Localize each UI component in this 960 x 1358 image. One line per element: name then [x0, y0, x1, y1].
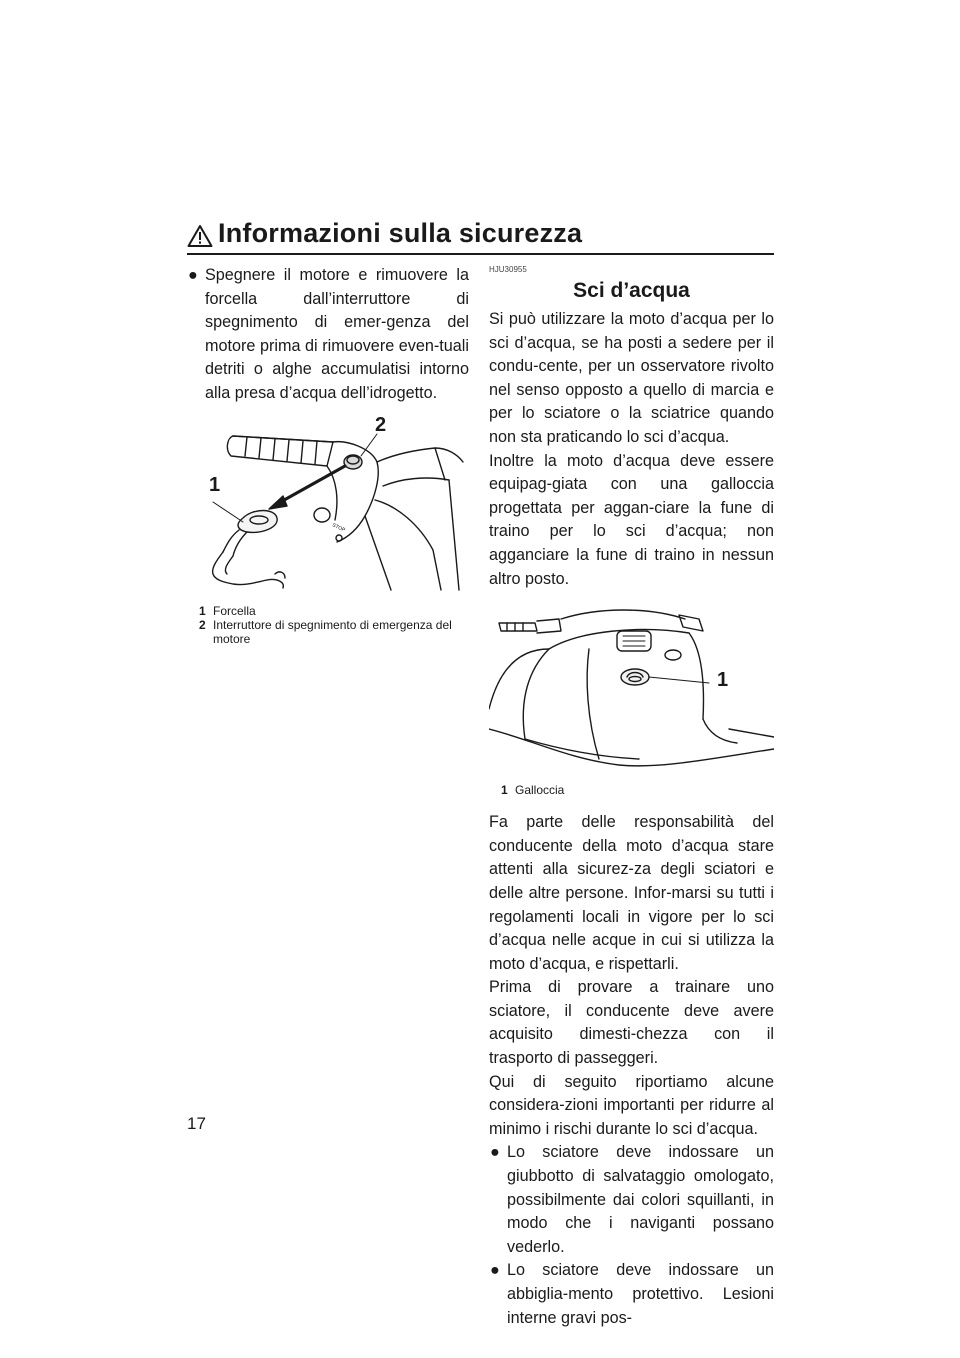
left-column [187, 264, 469, 646]
list-item [489, 1141, 774, 1259]
caption-number: 2 [199, 617, 206, 632]
section-code: HJU30955 [489, 265, 527, 274]
handlebar-illustration [187, 413, 469, 592]
bullet-glyph: ● [490, 1143, 500, 1162]
right-column [489, 264, 774, 1330]
bullet-glyph: ● [188, 266, 198, 284]
caption-number: 1 [199, 603, 206, 618]
paragraph: Fa parte delle responsabilità del conducente della moto d’acqua stare attenti alla sicurez-za degli sciatori e delle altre persone. Infor-marsi su tutti i regolamenti locali in vigore per lo sci d’acqua nelle acque in cui si utilizza la moto d’acqua, e rispettarli. [489, 813, 774, 973]
page-header [187, 218, 774, 258]
caption-item [187, 618, 469, 646]
caption-text: Galloccia [515, 783, 565, 798]
caption-item [489, 783, 774, 797]
section-title: Sci d’acqua [573, 279, 690, 302]
page-title: Informazioni sulla sicurezza [218, 218, 583, 248]
paragraph: Inoltre la moto d’acqua deve essere equipag-giata con una galloccia progettata per aggan-ciare la fune di traino per lo sci d’acqua; non agganciare la fune di traino in nessun altro posto. [489, 451, 774, 588]
list-item [187, 264, 469, 406]
watercraft-drawing [489, 609, 774, 769]
paragraph: Si può utilizzare la moto d’acqua per lo sci d’acqua, se ha posti a sedere per il condu-cente, per un osservatore rivolto nel senso opposto a quello di marcia e per lo sciatore o la sciatrice quando non sta praticando lo sci d’acqua. [489, 310, 774, 446]
bullet-text: Lo sciatore deve indossare un abbiglia-mento protettivo. Lesioni interne gravi pos- [507, 1261, 774, 1327]
figure-captions [489, 783, 774, 797]
watercraft-cleat-illustration [489, 609, 774, 769]
callout-1: 1 [717, 669, 729, 692]
caption-item [187, 604, 469, 618]
header-rule [187, 253, 774, 255]
paragraph: Qui di seguito riportiamo alcune considera-zioni importanti per ridurre al minimo i rischi durante lo sci d’acqua. [489, 1072, 774, 1138]
warning-triangle-icon [187, 224, 213, 248]
figure-captions [187, 604, 469, 646]
bullet-glyph: ● [490, 1261, 500, 1280]
bullet-text: Spegnere il motore e rimuovere la forcella dall’interruttore di spegnimento di emer-genza del motore prima di rimuovere even-tuali detriti o alghe accumulatisi intorno alla presa d’acqua dell’idrogetto. [205, 266, 469, 402]
list-item [489, 1259, 774, 1330]
handlebar-drawing [187, 420, 469, 592]
caption-number: 1 [501, 783, 508, 798]
callout-1: 1 [209, 473, 221, 496]
page-number: 17 [187, 1114, 206, 1133]
callout-2: 2 [375, 413, 387, 436]
bullet-text: Lo sciatore deve indossare un giubbotto di salvataggio omologato, possibilmente dai colori squillanti, in modo che i naviganti possano vederlo. [507, 1143, 774, 1256]
paragraph: Prima di provare a trainare uno sciatore, il conducente deve avere acquisito dimesti-chezza con il trasporto di passeggeri. [489, 978, 774, 1068]
caption-text: Forcella [213, 603, 256, 618]
caption-text: Interruttore di spegnimento di emergenza del motore [213, 617, 452, 646]
stop-label: STOP [331, 521, 346, 534]
